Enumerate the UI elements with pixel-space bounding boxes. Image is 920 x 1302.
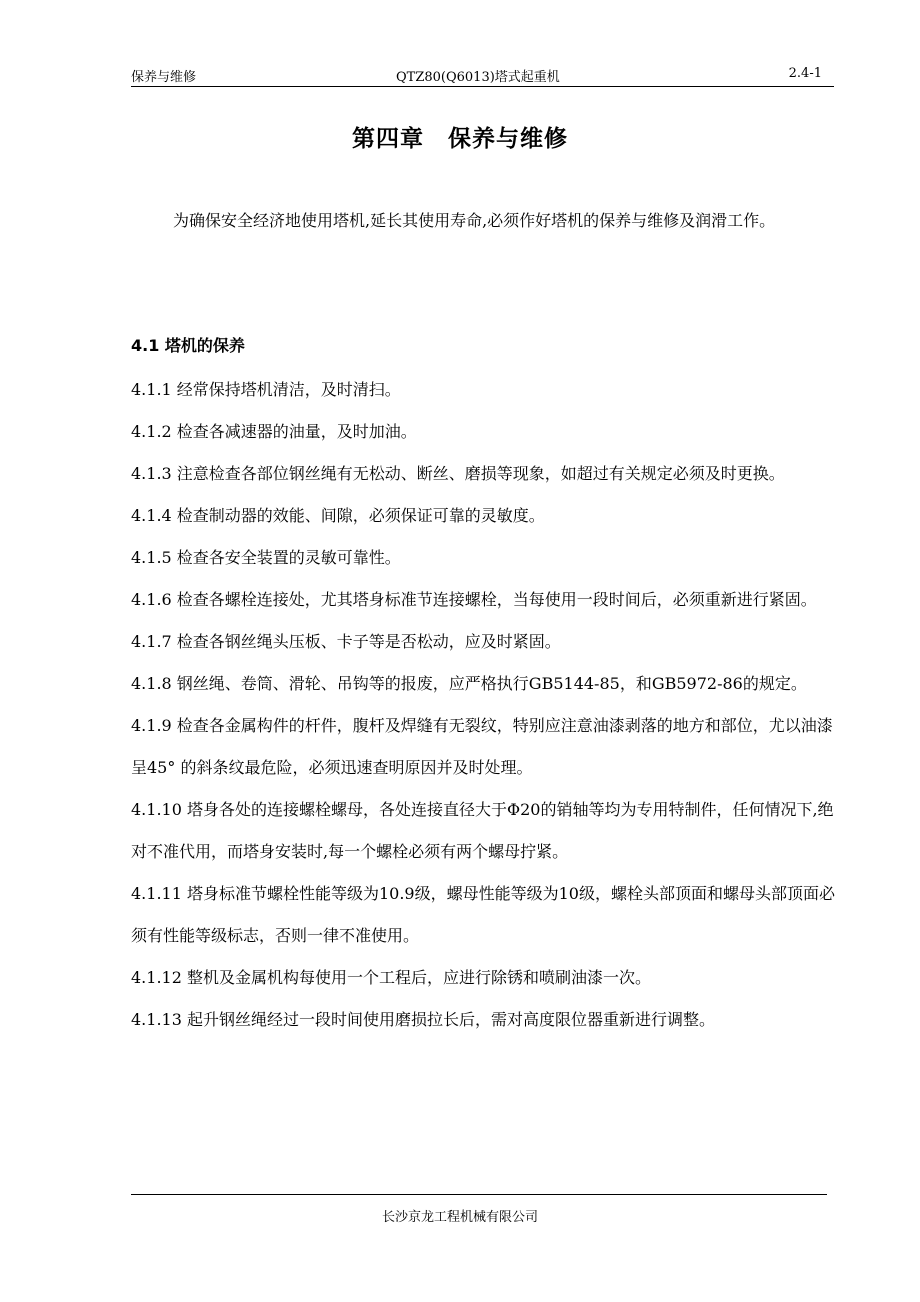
list-item: 4.1.5 检查各安全装置的灵敏可靠性。: [131, 548, 401, 567]
list-item: 4.1.1 经常保持塔机清洁，及时清扫。: [131, 380, 401, 399]
list-item: 4.1.7 检查各钢丝绳头压板、卡子等是否松动，应及时紧固。: [131, 632, 561, 651]
header-section-name: 保养与维修: [131, 70, 197, 85]
list-item: 4.1.4 检查制动器的效能、间隙，必须保证可靠的灵敏度。: [131, 506, 545, 525]
list-item: 4.1.13 起升钢丝绳经过一段时间使用磨损拉长后，需对高度限位器重新进行调整。: [131, 1010, 715, 1029]
list-item: 4.1.3 注意检查各部位钢丝绳有无松动、断丝、磨损等现象，如超过有关规定必须及时更换。: [131, 464, 785, 483]
list-item: 4.1.2 检查各减速器的油量，及时加油。: [131, 422, 417, 441]
list-item: 4.1.6 检查各螺栓连接处，尤其塔身标准节连接螺栓，当每使用一段时间后，必须重新进行紧固。: [131, 590, 817, 609]
header-product-name: QTZ80(Q6013)塔式起重机: [396, 70, 560, 85]
chapter-title: 第四章 保养与维修: [352, 126, 568, 152]
page-header: [131, 64, 834, 87]
header-page-number: 2.4-1: [788, 66, 822, 81]
maintenance-list: [131, 369, 837, 1041]
footer-divider: [131, 1194, 827, 1195]
list-item: 4.1.11 塔身标准节螺栓性能等级为10.9级，螺母性能等级为10级，螺栓头部顶面和螺母头部顶面必须有性能等级标志，否则一律不准使用。: [131, 884, 835, 945]
list-item: 4.1.10 塔身各处的连接螺栓螺母，各处连接直径大于Φ20的销轴等均为专用特制件，任何情况下,绝对不准代用，而塔身安装时,每一个螺栓必须有两个螺母拧紧。: [131, 800, 834, 861]
list-item: 4.1.9 检查各金属构件的杆件，腹杆及焊缝有无裂纹，特别应注意油漆剥落的地方和部位，尤以油漆呈45° 的斜条纹最危险，必须迅速查明原因并及时处理。: [131, 716, 833, 777]
list-item: 4.1.12 整机及金属机构每使用一个工程后，应进行除锈和喷刷油漆一次。: [131, 968, 651, 987]
intro-paragraph: 为确保安全经济地使用塔机,延长其使用寿命,必须作好塔机的保养与维修及润滑工作。: [173, 211, 776, 230]
list-item: 4.1.8 钢丝绳、卷筒、滑轮、吊钩等的报废，应严格执行GB5144-85，和GB5972-86的规定。: [131, 674, 807, 693]
company-name: 长沙京龙工程机械有限公司: [381, 1210, 538, 1225]
section-heading: 4.1 塔机的保养: [131, 336, 245, 355]
